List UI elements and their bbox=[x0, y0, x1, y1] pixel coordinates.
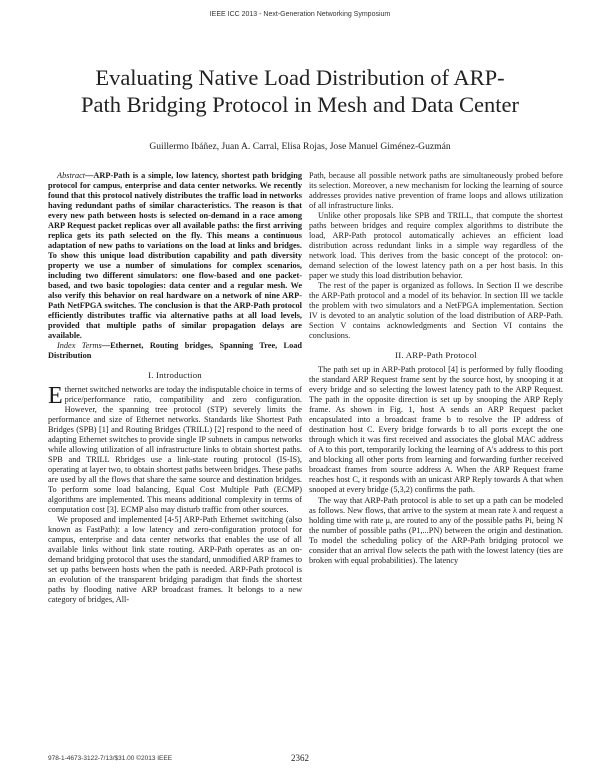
index-terms-text: Ethernet, Routing bridges, Spanning Tree, Load Distribution bbox=[48, 341, 303, 360]
intro-paragraph-1-text: thernet switched networks are today the indisputable choice in terms of price/performance ratio, compatibility and zero configuration. However, the spanning tree protocol (STP) severely limits the performance and size of Ethernet networks. Standards like Shortest Path Bridges (SPB) [1] and Routing Bridges (TRILL) [2] respond to the need of adapting Ethernet switches to provide single IP subnets in campus networks while allowing utilization of all infrastructure links to obtain shortest paths. SPB and TRILL Rbridges use a link-state routing protocol (IS-IS), operating at layer two, to obtain shortest paths between bridges. These paths are used by all the flows that share the same source and destination bridges. To perform some load balancing, Equal Cost Multiple Path (ECMP) algorithms are implemented. This means additional complexity in terms of computation cost [3]. ECMP also may disturb traffic from other sources. bbox=[48, 385, 302, 514]
section-heading-introduction: I. Introduction bbox=[148, 370, 202, 380]
copyright-footer: 978-1-4673-3122-7/13/$31.00 ©2013 IEEE bbox=[48, 755, 173, 762]
arp-paragraph-2: The way that ARP-Path protocol is able to set up a path can be modeled as follows. New flows, that arrive to the system at mean rate λ and request a holding time with rate μ, are routed to any of the possible paths Pi, being N the number of possible paths (P1,...PN) between the origin and destination. To model the scheduling policy of the ARP-Path bridging protocol we consider that an arrival flow selects the path with the lowest latency (ties are broken with equal probabilities). The latency bbox=[309, 495, 563, 565]
left-column bbox=[48, 171, 302, 605]
right-paragraph-3: The rest of the paper is organized as follows. In Section II we describe the ARP-Path protocol and a model of its behavior. In section III we tackle the problem with two simulators and a NetFPGA implementation. Section IV is devoted to an analytic solution of the load distribution of ARP-Path. Section V contains acknowledgments and Section VI contains the conclusions. bbox=[309, 281, 563, 341]
index-terms: Index Terms—Ethernet, Routing bridges, Spanning Tree, Load Distribution bbox=[48, 341, 303, 360]
abstract: Abstract—ARP-Path is a simple, low latency, shortest path bridging protocol for campus, enterprise and data center networks. We recently found that this protocol natively distributes the traffic load in networks having redundant paths of similar characteristics. The reason is that every new path between hosts is selected on-demand in a race among ARP Request packet replicas over all available paths: the first arriving replica gets its path selected on the fly. This means a continuous adaptation of new paths to variations on the load at links and bridges. To show this unique load distribution capability and path diversity property we use a number of simulations for complex scenarios, including two different simulators: one flow-based and one packet-based, and two basic topologies: data center and a regular mesh. We also verify this behavior on real hardware on a network of nine ARP-Path NetFPGA switches. The conclusion is that the ARP-Path protocol efficiently distributes traffic via alternative paths at all load levels, provided that multiple paths of similar propagation delays are available. bbox=[48, 171, 302, 340]
section-heading-arp-path: II. ARP-Path Protocol bbox=[395, 350, 477, 361]
right-paragraph-1: Path, because all possible network paths are simultaneously probed before its selection. Moreover, a new mechanism for locking the learning of source addresses provides native prevention of frame loops and allows utilization of all infrastructure links. bbox=[309, 171, 563, 210]
arp-paragraph-1: The path set up in ARP-Path protocol [4] is performed by fully flooding the standard ARP Request frame sent by the source host, by snooping it at every bridge and so selecting the lowest latency path to the ARP Request. The path in the opposite direction is set up by snooping the ARP Reply frame. As shown in Fig. 1, host A sends an ARP Request packet encapsulated into a broadcast frame b to resolve the IP address of destination host C. Every bridge forwards b to all ports except the one through which it was first received and associates the global MAC address of A to this port, temporarily locking the learning of A's address to this port and blocking all other ports from learning and forwarding further received broadcast frames from source address A. When the ARP Request frame reaches host C, it responds with an unicast ARP Reply towards A that when snooped at every bridge (5,3,2) confirms the path. bbox=[309, 365, 563, 495]
right-paragraph-2: Unlike other proposals like SPB and TRILL, that compute the shortest paths between bridges and require complex algorithms to distribute the load, ARP-Path protocol automatically achieves an efficient load distribution across redundant links in a simple way regardless of the network load. This derives from the basic concept of the protocol: on-demand selection of the lowest latency path on a per host basis. In this paper we study this load distribution behavior. bbox=[309, 211, 563, 281]
title-line-1: Evaluating Native Load Distribution of ARP- bbox=[95, 65, 505, 90]
right-column bbox=[309, 171, 563, 566]
abstract-label: Abstract bbox=[57, 171, 86, 180]
author-list: Guillermo Ibáñez, Juan A. Carral, Elisa Rojas, Jose Manuel Giménez-Guzmán bbox=[149, 141, 451, 152]
page-number: 2362 bbox=[291, 753, 309, 763]
abstract-text: ARP-Path is a simple, low latency, shortest path bridging protocol for campus, enterprise and data center networks. We recently found that this protocol natively distributes the traffic load in networks having redundant paths of similar characteristics. The reason is that every new path between hosts is selected on-demand in a race among ARP Request packet replicas over all available paths: the first arriving replica gets its path selected on the fly. This means a continuous adaptation of new paths to variations on the load at links and bridges. To show this unique load distribution capability and path diversity property we use a number of simulations for complex scenarios, including two different simulators: one flow-based and one packet-based, and two basic topologies: data center and a regular mesh. We also verify this behavior on real hardware on a network of nine ARP-Path NetFPGA switches. The conclusion is that the ARP-Path protocol efficiently distributes traffic via alternative paths at all load levels, provided that multiple paths of similar propagation delays are available. bbox=[48, 171, 302, 340]
intro-paragraph-2: We proposed and implemented [4-5] ARP-Path Ethernet switching (also known as FastPath): a low latency and zero-configuration protocol for campus, enterprise and data center networks that enables the use of all available links without link state routing. ARP-Path operates as an on-demand bridging protocol that uses the standard, unmodified ARP frames to set up paths between hosts when the path is needed. ARP-Path protocol is an evolution of the transparent bridging paradigm that finds the shortest paths by flooding native ARP broadcast frames. It belongs to a new category of bridges, All- bbox=[48, 515, 302, 605]
dropcap-letter: E bbox=[48, 383, 63, 409]
title-line-2: Path Bridging Protocol in Mesh and Data Center bbox=[80, 92, 520, 117]
conference-header: IEEE ICC 2013 - Next-Generation Networking Symposium bbox=[209, 11, 391, 18]
index-terms-label: Index Terms bbox=[57, 341, 102, 350]
paper-title bbox=[40, 64, 560, 118]
intro-paragraph-1 bbox=[48, 385, 302, 515]
